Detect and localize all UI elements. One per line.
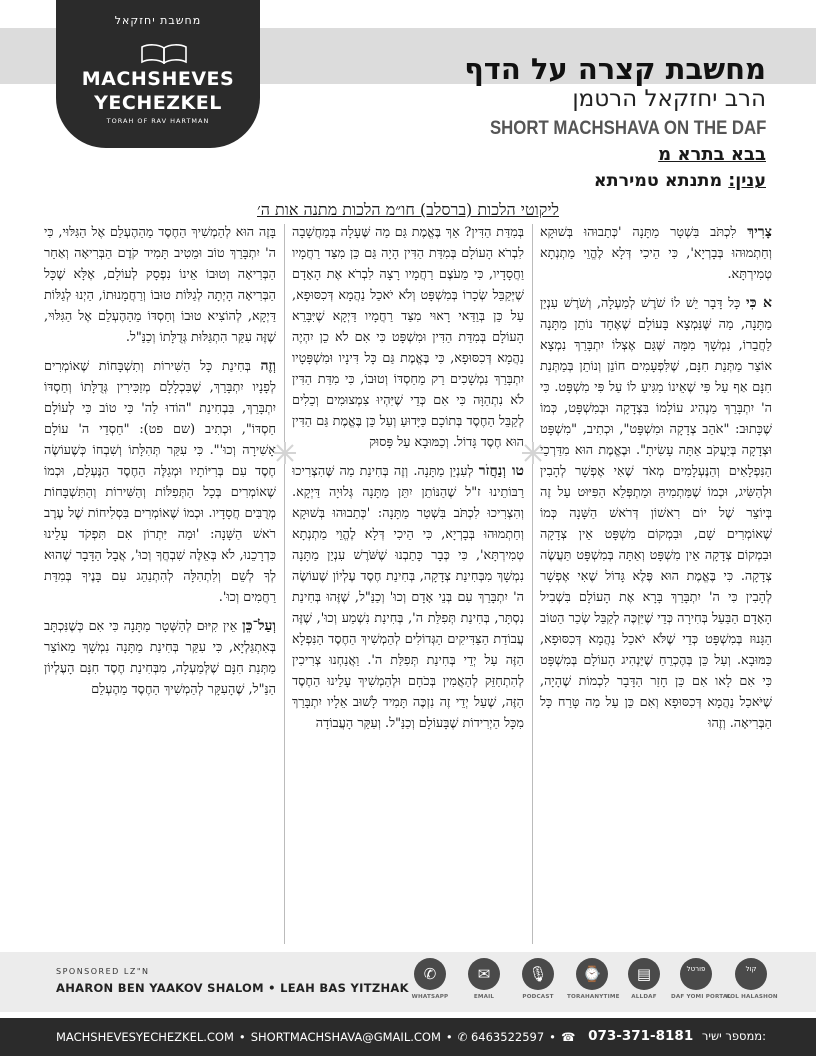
topic-value: מתנתא טמירתא — [593, 171, 723, 191]
paragraph — [540, 293, 772, 734]
media-label: EMAIL — [473, 994, 495, 1000]
open-book-icon — [140, 42, 188, 64]
paragraph — [292, 222, 524, 453]
contact-links — [56, 1030, 575, 1044]
whatsapp-link[interactable] — [405, 958, 455, 1000]
daf-yomi-portal-icon: פורטל — [680, 958, 712, 990]
page-title-english: SHORT MACHSHAVA ON THE DAF — [489, 117, 766, 139]
paragraph-text: כָּל דָּבָר יֵשׁ לוֹ שֹׁרֶשׁ לְמַעְלָה, וְשֹׁרֶשׁ עִנְיַן מַתָּנָה, מַה שֶּׁנִּמְצָא בָּעוֹלָם שֶׁאֶחָד נוֹתֵן מַתָּנָה לַחֲבֵרוֹ, נִמְשָׁךְ מִמָּה שֶּׁגַּם אֶצְלוֹ יִתְבָּרַךְ נִמְצָא אוֹצַר מַתְּנַת חִנָּם, שֶׁלִּפְעָמִים חוֹנֵן וְנוֹתֵן בְּמַתְּנַת חִנָּם אַף עַל פִּי שֶׁאֵינוֹ מַגִּיעַ לוֹ עַל פִּי מִשְׁפָּט. כִּי ה' יִתְבָּרַךְ מַנְהִיג עוֹלָמוֹ בִּצְדָקָה וּבְמִשְׁפָּט, כְּמוֹ שֶׁכָּתוּב: "אֹהֵב צְדָקָה וּמִשְׁפָּט", וּכְתִיב, "מִשְׁפָּט וּצְדָקָה בְּיַעֲקֹב אַתָּה עָשִׂיתָ". וּבֶאֱמֶת הוּא מִדַּרְכֵי הַנִּפְלָאִים וְהַנֶּעְלָמִים מְאֹד שֶׁאִי אֶפְשָׁר לְהָבִין וּלְהַשִּׂיג, וּכְמוֹ שֶׁמַּתְמִיהַּ וּמַתְפְּלֵא הַפִּיּוּט עַל זֶה בְּיוֹצֵר שֶׁל יוֹם רִאשׁוֹן דְּרֹאשׁ הַשָּׁנָה כְּמוֹ שֶׁאוֹמְרִים שָׁם, וּבִמְקוֹם מִשְׁפָּט אֵין צְדָקָה וּבִמְקוֹם צְדָקָה אֵין מִשְׁפָּט וְאַתָּה בְּמִשְׁפָּט תַּעֲשֶׂה צְדָקָה. כִּי בֶּאֱמֶת הוּא פֶּלֶא גָּדוֹל שֶׁאִי אֶפְשָׁר לְהָבִין כִּי ה' יִתְבָּרַךְ בָּרָא אֶת הָעוֹלָם בִּשְׁבִיל הָאָדָם הַבַּעַל בְּחִירָה כְּדֵי שֶׁיִּזְכֶּה לְקַבֵּל שְׂכַר הַטּוֹב הַגָּנוּז בְּמִשְׁפָּט כְּדֵי שֶׁלֹּא יֹאכַל נַהֲמָא דְּכִסּוּפָא, כַּמּוּבָא. וְעַל כֵּן בְּהֶכְרֵחַ שֶׁיַּנְהִיג הָעוֹלָם בְּמִשְׁפָּט כִּי אִם לָאו אִם כֵּן חָזַר הַדָּבָר לִכְמוֹת שֶׁהָיָה, שֶׁיֹּאכַל נַהֲמָא דְּכִסּוּפָא וְאִם כֵּן עַל מַה טָּרַח כָּל הַבְּרִיאָה. וְזֶהוּ — [540, 296, 772, 731]
podcast-icon: 🎙 — [522, 958, 554, 990]
paragraph-text: בְּמִדַּת הַדִּין? אַךְ בֶּאֱמֶת גַּם מַה שֶּׁעָלָה בְּמַחֲשָׁבָה לִבְרֹא הָעוֹלָם בְּמִדַּת הַדִּין הָיָה גַּם כֵּן מִצַּד רַחֲמָיו וַחֲסָדָיו, כִּי מֵעֹצֶם רַחֲמָיו רָצָה לִבְרֹא אֶת הָאָדָם שֶׁיְּקַבֵּל שְׂכָרוֹ בְּמִשְׁפָּט וְלֹא יֹאכַל נַהֲמָא דְּכִסּוּפָא, עַל כֵּן בְּוַדַּאי רָאוּי מִצַּד רַחֲמָיו דַּיְקָא שֶׁיִּבָּרֵא הָעוֹלָם בְּמִדַּת הַדִּין וּמִשְׁפָּט כִּי אִם לֹא כֵן יִהְיֶה נַהֲמָא דְּכִסּוּפָא, כִּי בֶּאֱמֶת גַּם כָּל דִּינָיו וּמִשְׁפָּטָיו יִתְבָּרַךְ נִמְשָׁכִים רַק מֵחַסְדּוֹ וְטוּבוֹ, כִּי מִדַּת הַדִּין לֹא נִתְהַוָּה כִּי אִם כְּדֵי שֶׁיִּהְיוּ צִמְצוּמִים וְכֵלִים לְקַבֵּל הַחֶסֶד בְּתוֹכָם כַּיָּדוּעַ וְעַל כֵּן בֶּאֱמֶת גַּם הַדִּין הוּא חֶסֶד גָּדוֹל. וְכַמּוּבָא עַל פָּסוּק — [292, 225, 524, 450]
phone-label: ממספר ישיר: — [701, 1029, 766, 1043]
alldaf-icon: ▤ — [628, 958, 660, 990]
whatsapp-number[interactable]: 6463522597 — [470, 1030, 545, 1044]
kol-halashon-link[interactable] — [726, 958, 776, 1000]
watermark-icon — [272, 440, 298, 466]
topic-label: ענין: — [728, 171, 766, 191]
media-label: TORAHANYTIME — [567, 994, 620, 1000]
logo-line-2: YECHEZKEL — [94, 92, 222, 114]
source-citation: ליקוטי הלכות (ברסלב) חו״מ הלכות מתנה אות ה׳ — [257, 200, 559, 219]
column-middle — [292, 222, 524, 947]
paragraph-lead: צָרִיךְ — [747, 224, 772, 240]
website-link[interactable]: MACHSHEVESYECHEZKEL.COM — [56, 1030, 234, 1044]
whatsapp-small-icon: ✆ — [457, 1030, 471, 1044]
paragraph — [44, 222, 276, 348]
media-label: ALLDAF — [631, 994, 657, 1000]
alldaf-link[interactable] — [619, 958, 669, 1000]
topic-line — [594, 171, 766, 191]
podcast-link[interactable] — [513, 958, 563, 1000]
paragraph-text: אֵין קִיּוּם לְהַשְּׁטָר מַתָּנָה כִּי אִם כְּשֶׁנִּכְתָּב בְּאִתְגַּלְיָא, כִּי עִקַּר בְּחִינַת מַתָּנָה נִמְשָׁךְ מֵאוֹצַר מַתְּנַת חִנָּם שֶׁלְּמַעְלָה, מִבְּחִינַת חֶסֶד חִנָּם הָעֶלְיוֹן הַנַּ"ל, שֶׁהָעִקָּר לְהַמְשִׁיךְ הַחֶסֶד מֵהֶעְלֵם — [44, 619, 276, 697]
watermark-icon — [520, 440, 546, 466]
paragraph — [44, 356, 276, 608]
logo[interactable] — [56, 0, 260, 148]
sponsored-label: SPONSORED LZ"N — [56, 967, 150, 976]
logo-tagline: TORAH OF RAV HARTMAN — [106, 117, 210, 125]
paragraph-text: בָּזֶה הוּא לְהַמְשִׁיךְ הַחֶסֶד מֵהַהֶעְלֵם אֶל הַגִּלּוּי, כִּי ה' יִתְבָּרַךְ טוֹב וּמֵטִיב תָּמִיד קֹדֶם הַבְּרִיאָה וְאַחַר הַבְּרִיאָה וְטוּבוֹ אֵינוֹ נִפְסָק לְעוֹלָם, אֶלָּא שֶׁכָּל הַבְּרִיאָה הָיְתָה לְגַלּוֹת טוּבוֹ וְרַחֲמָנוּתוֹ, הַיְנוּ לְגַלּוֹת דַּיְקָא, לְהוֹצִיא טוּבוֹ וְחַסְדּוֹ מֵהַהֶעְלֵם אֶל הַגִּלּוּי, שֶׁזֶּה עִקַּר הִתְגַּלּוּת גְּדֻלָּתוֹ וְכַנַּ"ל. — [44, 225, 276, 345]
media-label: DAF YOMI PORTAL — [671, 994, 732, 1000]
sponsored-names: AHARON BEN YAAKOV SHALOM • LEAH BAS YITZHAK — [56, 981, 409, 995]
media-label: PODCAST — [522, 994, 554, 1000]
page-title-hebrew: מחשבת קצרה על הדף — [464, 52, 766, 86]
logo-hebrew-text: מחשבת יחזקאל — [114, 14, 202, 27]
separator: • — [549, 1030, 556, 1044]
paragraph — [292, 461, 524, 734]
email-icon: ✉ — [468, 958, 500, 990]
column-right — [540, 222, 772, 947]
paragraph-text: לִכְתֹּב בִּשְׁטָר מַתָּנָה 'כְּתַבוּהוּ בְּשׁוּקָא וְחַתְמוּהוּ בְּבָרְיָא', כִּי הֵיכִי דְּלָא לֶהֱוֵי מַתְנְתָא טְמִירְתָּא. — [540, 225, 772, 282]
phone-icon: ☎ — [560, 1030, 576, 1044]
contact-bar — [0, 1018, 816, 1056]
paragraph-lead: וְעַל־כֵּן — [242, 618, 276, 634]
paragraph-lead: טו וְנַחֲזֹר — [478, 463, 524, 479]
author-name: הרב יחזקאל הרטמן — [572, 86, 766, 112]
logo-line-1: MACHSHEVES — [81, 68, 235, 90]
media-label: WHATSAPP — [411, 994, 449, 1000]
email-link[interactable] — [459, 958, 509, 1000]
whatsapp-icon: ✆ — [414, 958, 446, 990]
paragraph-text: בְּחִינַת כָּל הַשִּׁירוֹת וְתִשְׁבָּחוֹת שֶׁאוֹמְרִים לְפָנָיו יִתְבָּרַךְ, שֶׁבִּכְלָלָם מְזַכִּירִין גְּדֻלָּתוֹ וְחַסְדּוֹ יִתְבָּרַךְ, בִּבְחִינַת "הוֹדוּ לַה' כִּי טוֹב כִּי לְעוֹלָם חַסְדּוֹ", וּכְתִיב (שם פט): "חַסְדֵי ה' עוֹלָם אָשִׁירָה וְכוּ'". כִּי עִקַּר תְּהִלָּתוֹ וְשִׁבְחוֹ כְּשֶׁעוֹשֶׂה חֶסֶד עִם בְּרִיּוֹתָיו וּמְגַלֶּה הַחֶסֶד הַנֶּעְלָם, וּכְמוֹ שֶׁאוֹמְרִים בְּכָל הַתְּפִלּוֹת וְהַשִּׁירוֹת וְהַתִּשְׁבָּחוֹת מְרֻבִּים חֲסָדָיו. וּכְמוֹ שֶׁאוֹמְרִים בִּסְלִיחוֹת שֶׁל עֶרֶב רֹאשׁ הַשָּׁנָה: 'וּמַה יִּתְרוֹן אִם תִּפְקֹד עָלֵינוּ כִּדְרָכֵנוּ, לֹא בְּאֵלֶּה שִׁבְחֲךָ וְכוּ', אֲבָל הַדָּבָר שֶׁהוּא לְךָ לְשֵׁם וְלִתְהִלָּה לְהִתְנַהֵג עִם בָּנֶיךָ בְּמִדַּת רַחֲמִים וְכוּ'. — [44, 359, 276, 605]
tractate-reference: בבא בתרא מ — [658, 144, 766, 165]
separator: • — [238, 1030, 246, 1044]
separator: • — [445, 1030, 453, 1044]
paragraph-lead: א כִּי — [746, 295, 772, 311]
paragraph-text: לְעִנְיַן מַתָּנָה. וְזֶה בְּחִינַת מַה שֶּׁהִצְרִיכוּ רַבּוֹתֵינוּ ז"ל שֶׁהַנּוֹתֵן יִתֵּן מַתָּנָה גְּלוּיָה דַּיְקָא. וְהִצְרִיכוּ לִכְתֹּב בִּשְׁטַר מַתָּנָה: 'כְּתַבוּהוּ בְּשׁוּקָא וְחַתְמוּהוּ בְּבָרְיָא, כִּי הֵיכִי דְּלָא לֶהֱוֵי מַתְנְתָא טְמִירְתָּא', כִּי כְּבָר כָּתַבְנוּ שֶׁשֹּׁרֶשׁ עִנְיַן מַתָּנָה נִמְשָׁךְ מִבְּחִינַת צְדָקָה, בְּחִינַת חֶסֶד עֶלְיוֹן שֶׁעוֹשֶׂה ה' יִתְבָּרַךְ עִם בְּנֵי אָדָם וְכוּ' וְכַנַּ"ל, שֶׁזֶּהוּ בְּחִינַת נִסְתָּר, בְּחִינַת תְּפִלַּת ה', בְּחִינַת נִשְׁמַע וְכוּ', שֶׁזֶּה עֲבוֹדַת הַצַּדִּיקִים הַגְּדוֹלִים לְהַמְשִׁיךְ הַחֶסֶד הַנִּפְלָא הַזֶּה עַל יְדֵי בְּחִינַת תְּפִלַּת ה'. וַאֲנַחְנוּ צְרִיכִין לְהִתְחַזֵּק לְהַאֲמִין בְּכֹחָם וּלְהַמְשִׁיךְ עָלֵינוּ הַחֶסֶד הַזֶּה, שֶׁעַל יְדֵי זֶה נִזְכֶּה תָּמִיד לָשׁוּב אֵלָיו יִתְבָּרַךְ מִכָּל הַיְרִידוֹת שֶׁבָּעוֹלָם וְכַנַּ"ל. וְעִקַּר הָעֲבוֹדָה — [292, 464, 524, 731]
phone-number: 073-371-8181 — [588, 1028, 694, 1044]
column-left — [44, 222, 276, 947]
kol-halashon-icon: קול — [735, 958, 767, 990]
phone-line[interactable] — [588, 1028, 766, 1044]
torahanytime-icon: ⌚ — [576, 958, 608, 990]
paragraph — [44, 616, 276, 700]
email-address-link[interactable]: SHORTMACHSHAVA@GMAIL.COM — [250, 1030, 441, 1044]
media-label: KOL HALASHON — [726, 994, 778, 1000]
article-body — [44, 222, 772, 947]
paragraph — [540, 222, 772, 285]
daf-yomi-portal-link[interactable] — [671, 958, 732, 1000]
paragraph-lead: וְזֶה — [260, 358, 276, 374]
torahanytime-link[interactable] — [567, 958, 620, 1000]
